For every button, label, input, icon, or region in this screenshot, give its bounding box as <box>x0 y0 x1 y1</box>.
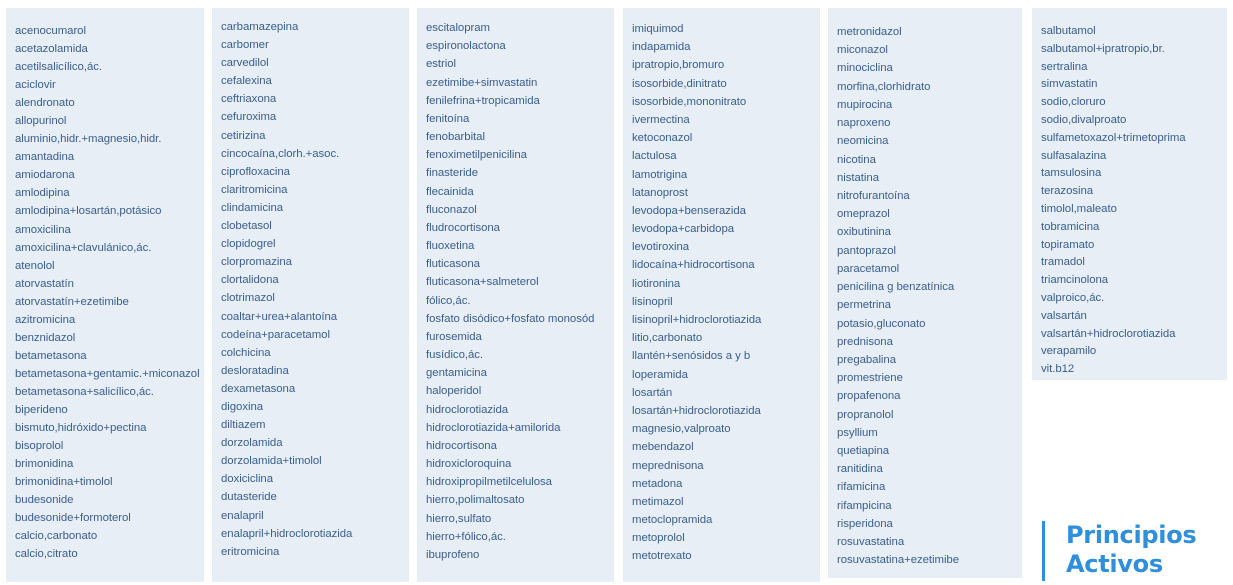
list-item: clobetasol <box>221 220 272 233</box>
list-item: espironolactona <box>426 40 506 53</box>
list-item: losartán+hidroclorotiazida <box>632 404 761 417</box>
list-item: fluticasona <box>426 258 480 271</box>
list-item: timolol,maleato <box>1041 202 1117 215</box>
list-item: amantadina <box>15 151 75 164</box>
list-item: neomicina <box>837 135 889 148</box>
drug-column-3 <box>417 8 614 582</box>
list-item: cefuroxima <box>221 111 277 124</box>
list-item: flecainida <box>426 185 474 198</box>
list-item: magnesio,valproato <box>632 423 731 436</box>
list-item: carvedilol <box>221 57 269 70</box>
list-item: nistatina <box>837 171 879 184</box>
list-item: benznidazol <box>15 331 76 344</box>
list-item: miconazol <box>837 44 888 57</box>
list-item: cefalexina <box>221 75 272 88</box>
list-item: llantén+senósidos a y b <box>632 350 751 363</box>
list-item: fenoximetilpenicilina <box>426 149 527 162</box>
list-item: eritromicina <box>221 545 280 558</box>
list-item: isosorbide,dinitrato <box>632 77 727 90</box>
list-item: coaltar+urea+alantoína <box>221 310 338 323</box>
list-item: doxiciclina <box>221 473 273 486</box>
list-item: metadona <box>632 477 683 490</box>
list-item: tamsulosina <box>1041 167 1102 180</box>
list-item: fosfato disódico+fosfato monosód <box>426 312 595 325</box>
list-item: loperamida <box>632 368 688 381</box>
list-item: propranolol <box>837 408 894 421</box>
list-item: clopidogrel <box>221 238 276 251</box>
drug-list <box>837 23 1020 570</box>
list-item: cincocaína,clorh.+asoc. <box>221 147 340 160</box>
list-item: clindamicina <box>221 201 284 214</box>
list-item: ceftriaxona <box>221 93 277 106</box>
drug-column-5 <box>828 8 1022 578</box>
list-item: amoxicilina <box>15 223 71 236</box>
list-item: brimonidina+timolol <box>15 476 113 489</box>
list-item: hidrocortisona <box>426 439 497 452</box>
list-item: indapamida <box>632 41 691 54</box>
list-item: estriol <box>426 58 457 71</box>
list-item: sulfasalazina <box>1041 149 1107 162</box>
list-item: mebendazol <box>632 441 694 454</box>
list-item: metoclopramida <box>632 514 713 527</box>
list-item: dutasteride <box>221 491 277 504</box>
list-item: mupirocina <box>837 98 893 111</box>
list-item: claritromicina <box>221 183 288 196</box>
list-item: bisoprolol <box>15 440 64 453</box>
list-item: latanoprost <box>632 186 688 199</box>
list-item: salbutamol+ipratropio,br. <box>1041 42 1165 55</box>
list-item: cetirizina <box>221 129 266 142</box>
list-item: valproico,ác. <box>1041 291 1105 304</box>
list-item: levodopa+carbidopa <box>632 223 735 236</box>
list-item: sertralina <box>1041 60 1088 73</box>
list-item: hierro+fólico,ác. <box>426 530 506 543</box>
list-item: rosuvastatina <box>837 536 905 549</box>
list-item: fenitoína <box>426 112 470 125</box>
list-item: calcio,citrato <box>15 548 78 561</box>
list-item: levodopa+benserazida <box>632 204 746 217</box>
list-item: liotironina <box>632 277 681 290</box>
list-item: betametasona+gentamic.+miconazol <box>15 367 200 380</box>
list-item: hidroclorotiazida <box>426 403 509 416</box>
drug-column-1 <box>6 8 204 582</box>
list-item: finasteride <box>426 167 479 180</box>
list-item: fólico,ác. <box>426 294 471 307</box>
list-item: permetrina <box>837 299 891 312</box>
list-item: metimazol <box>632 495 684 508</box>
list-item: allopurinol <box>15 115 67 128</box>
list-item: valsartán+hidroclorotiazida <box>1041 327 1176 340</box>
list-item: lactulosa <box>632 150 677 163</box>
list-item: litio,carbonato <box>632 332 703 345</box>
list-item: escitalopram <box>426 22 490 34</box>
list-item: rifampicina <box>837 499 892 512</box>
section-title-line-1: Principios <box>1066 521 1197 549</box>
list-item: budesonide <box>15 494 74 507</box>
list-item: prednisona <box>837 335 893 348</box>
list-item: calcio,carbonato <box>15 530 98 543</box>
list-item: lidocaína+hidrocortisona <box>632 259 755 272</box>
list-item: hidroxicloroquina <box>426 458 512 471</box>
list-item: metoprolol <box>632 532 685 545</box>
list-item: diltiazem <box>221 419 266 432</box>
list-item: amiodarona <box>15 169 75 182</box>
list-item: psyllium <box>837 426 878 439</box>
list-item: vit.b12 <box>1041 363 1075 376</box>
drug-list <box>1041 23 1225 379</box>
list-item: rifamicina <box>837 481 886 494</box>
list-item: valsartán <box>1041 309 1087 322</box>
drug-column-6 <box>1032 8 1227 380</box>
list-item: acetilsalicílico,ác. <box>15 61 102 74</box>
list-item: biperideno <box>15 403 68 416</box>
list-item: rosuvastatina+ezetimibe <box>837 554 960 567</box>
list-item: sulfametoxazol+trimetoprima <box>1041 131 1186 144</box>
list-item: carbamazepina <box>221 21 299 33</box>
list-item: tramadol <box>1041 256 1085 269</box>
list-item: fluoxetina <box>426 240 475 253</box>
list-item: ranitidina <box>837 463 883 476</box>
list-item: lamotrigina <box>632 168 688 181</box>
list-item: hidroxipropilmetilcelulosa <box>426 476 552 489</box>
list-item: paracetamol <box>837 262 900 275</box>
list-item: lisinopril+hidroclorotiazida <box>632 314 762 326</box>
list-item: dexametasona <box>221 382 296 395</box>
list-item: omeprazol <box>837 208 890 221</box>
list-item: metotrexato <box>632 550 692 563</box>
list-item: triamcinolona <box>1041 274 1109 287</box>
list-item: ipratropio,bromuro <box>632 59 725 72</box>
list-item: codeína+paracetamol <box>221 328 330 341</box>
list-item: lisinopril <box>632 295 673 308</box>
list-item: amlodipina <box>15 187 70 200</box>
list-item: ciprofloxacina <box>221 165 290 178</box>
list-item: quetiapina <box>837 445 890 458</box>
list-item: topiramato <box>1041 238 1095 251</box>
list-item: colchicina <box>221 346 271 359</box>
drug-column-2 <box>212 8 409 582</box>
list-item: atenolol <box>15 259 55 272</box>
list-item: fluticasona+salmeterol <box>426 276 539 289</box>
list-item: fluconazol <box>426 203 477 216</box>
list-item: sodio,divalproato <box>1041 113 1127 126</box>
drug-list <box>221 18 407 561</box>
section-title-line-2: Activos <box>1066 550 1163 578</box>
list-item: carbomer <box>221 39 269 52</box>
list-item: atorvastatín <box>15 277 74 290</box>
list-item: atorvastatín+ezetimibe <box>15 295 129 308</box>
list-item: morfina,clorhidrato <box>837 80 931 93</box>
list-item: fusídico,ác. <box>426 349 484 362</box>
list-item: salbutamol <box>1041 25 1096 37</box>
list-item: penicilina g benzatínica <box>837 281 955 294</box>
list-item: imiquimod <box>632 23 684 35</box>
list-item: budesonide+formoterol <box>15 512 131 525</box>
list-item: enalapril+hidroclorotiazida <box>221 527 353 540</box>
list-item: bismuto,hidróxido+pectina <box>15 422 147 435</box>
list-item: metronidazol <box>837 26 902 38</box>
list-item: brimonidina <box>15 458 74 471</box>
list-item: fenobarbital <box>426 131 485 144</box>
drug-list <box>632 20 818 566</box>
list-item: azitromicina <box>15 313 76 326</box>
list-item: propafenona <box>837 390 901 403</box>
list-item: verapamilo <box>1041 345 1097 358</box>
drug-list <box>15 22 202 563</box>
list-item: desloratadina <box>221 364 289 377</box>
list-item: minociclina <box>837 62 893 75</box>
list-item: nicotina <box>837 153 876 166</box>
list-item: betametasona+salicílico,ác. <box>15 385 154 398</box>
list-item: potasio,gluconato <box>837 317 926 330</box>
list-item: risperidona <box>837 517 893 530</box>
list-item: ketoconazol <box>632 132 693 145</box>
list-item: haloperidol <box>426 385 482 398</box>
section-title <box>1042 521 1227 581</box>
list-item: naproxeno <box>837 117 891 130</box>
list-item: ibuprofeno <box>426 548 480 561</box>
list-item: levotiroxina <box>632 241 690 254</box>
list-item: alendronato <box>15 97 75 110</box>
list-item: losartán <box>632 386 673 399</box>
list-item: clortalidona <box>221 274 279 287</box>
list-item: oxibutinina <box>837 226 891 239</box>
list-item: dorzolamida+timolol <box>221 455 322 468</box>
list-item: aciclovir <box>15 79 56 92</box>
list-item: furosemida <box>426 330 482 343</box>
list-item: nitrofurantoína <box>837 189 910 202</box>
list-item: ezetimibe+simvastatin <box>426 76 538 89</box>
list-item: sodio,cloruro <box>1041 96 1106 109</box>
list-item: promestriene <box>837 372 903 385</box>
list-item: clorpromazina <box>221 256 292 269</box>
list-item: meprednisona <box>632 459 704 472</box>
list-item: terazosina <box>1041 185 1094 198</box>
list-item: amlodipina+losartán,potásico <box>15 205 162 218</box>
list-item: enalapril <box>221 509 264 522</box>
list-item: ivermectina <box>632 113 690 126</box>
list-item: acetazolamida <box>15 43 88 56</box>
list-item: digoxina <box>221 400 264 413</box>
list-item: betametasona <box>15 349 87 362</box>
list-item: hierro,sulfato <box>426 512 492 525</box>
list-item: acenocumarol <box>15 25 86 37</box>
list-item: clotrimazol <box>221 292 275 305</box>
list-item: amoxicilina+clavulánico,ác. <box>15 241 152 254</box>
list-item: gentamicina <box>426 367 487 380</box>
list-item: tobramicina <box>1041 220 1100 233</box>
list-item: simvastatin <box>1041 78 1098 91</box>
list-item: fenilefrina+tropicamida <box>426 94 540 107</box>
drug-list <box>426 19 612 564</box>
drug-column-4 <box>623 8 820 582</box>
list-item: fludrocortisona <box>426 221 500 234</box>
list-item: aluminio,hidr.+magnesio,hidr. <box>15 133 162 146</box>
list-item: dorzolamida <box>221 437 283 450</box>
list-item: pregabalina <box>837 353 896 366</box>
list-item: hidroclorotiazida+amilorida <box>426 421 561 434</box>
list-item: hierro,polimaltosato <box>426 494 525 507</box>
list-item: pantoprazol <box>837 244 896 257</box>
list-item: isosorbide,mononitrato <box>632 95 747 108</box>
